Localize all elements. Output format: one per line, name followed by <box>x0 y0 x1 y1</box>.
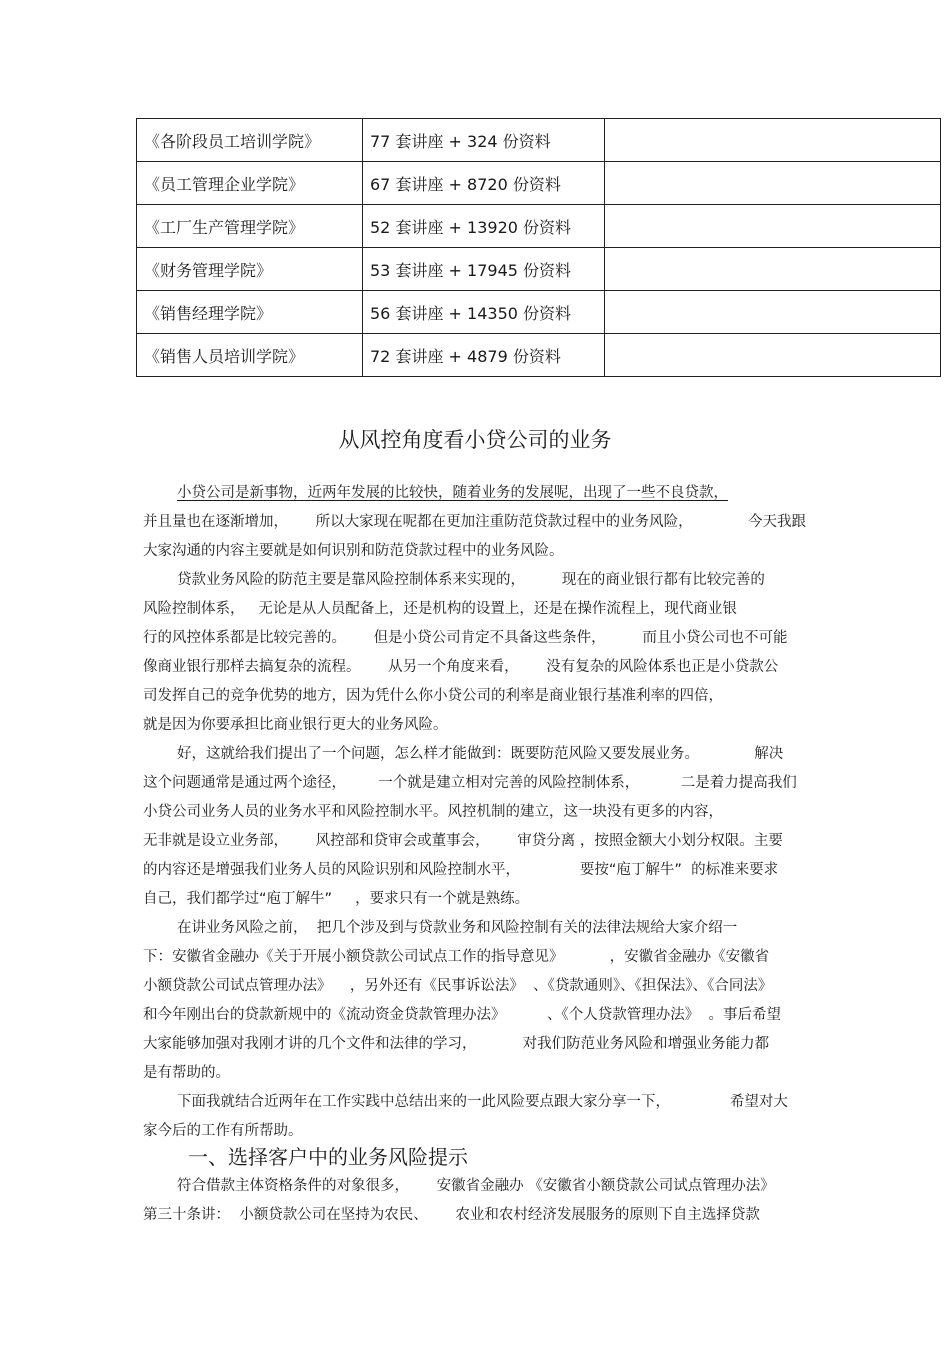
text-line: 司发挥自己的竞争优势的地方，因为凭什么你小贷公司的利率是商业银行基准利率的四倍， <box>143 688 723 704</box>
text-line: 小贷公司业务人员的业务水平和风险控制水平。风控机制的建立，这一块没有更多的内容， <box>143 804 723 820</box>
table-cell-name: 《销售人员培训学院》 <box>137 334 363 377</box>
text-line: 就是因为你要承担比商业银行更大的业务风险。 <box>143 717 448 733</box>
table-cell-empty <box>605 334 941 377</box>
resource-table <box>136 118 941 377</box>
article-title: 从风控角度看小贷公司的业务 <box>338 428 612 452</box>
table-row <box>137 291 941 334</box>
text-line: 和今年刚出台的贷款新规中的《流动资金贷款管理办法》 、《个人贷款管理办法》 。事后希望 <box>143 1007 781 1023</box>
text-line: 的内容还是增强我们业务人员的风险识别和风险控制水平， 要按“庖丁解牛” 的标准来要求 <box>143 862 779 878</box>
table-cell-count: 53 套讲座 + 17945 份资料 <box>363 248 605 291</box>
text-line: 大家能够加强对我刚才讲的几个文件和法律的学习， 对我们防范业务风险和增强业务能力都 <box>143 1036 770 1052</box>
table-cell-empty <box>605 119 941 162</box>
text-line: 小贷公司是新事物，近两年发展的比较快，随着业务的发展呢，出现了一些不良贷款， <box>177 485 728 501</box>
text-line: 好，这就给我们提出了一个问题，怎么样才能做到：既要防范风险又要发展业务。 解决 <box>177 746 784 762</box>
text-line: 无非就是设立业务部， 风控部和贷审会或董事会， 审贷分离 ，按照金额大小划分权限。主要 <box>143 833 783 849</box>
table-row <box>137 334 941 377</box>
table-cell-name: 《销售经理学院》 <box>137 291 363 334</box>
text-line: 大家沟通的内容主要就是如何识别和防范贷款过程中的业务风险。 <box>143 543 564 559</box>
table-cell-name: 《各阶段员工培训学院》 <box>137 119 363 162</box>
text-line: 自己，我们都学过“庖丁解牛” ，要求只有一个就是熟练。 <box>143 891 530 907</box>
text-line: 下：安徽省金融办《关于开展小额贷款公司试点工作的指导意见》 ，安徽省金融办《安徽省 <box>143 949 770 965</box>
text-line: 行的风控体系都是比较完善的。 但是小贷公司肯定不具备这些条件， 而且小贷公司也不可能 <box>143 630 788 646</box>
table-cell-name: 《财务管理学院》 <box>137 248 363 291</box>
text-line: 家今后的工作有所帮助。 <box>143 1123 303 1139</box>
table-cell-count: 72 套讲座 + 4879 份资料 <box>363 334 605 377</box>
text-line: 第三十条讲： 小额贷款公司在坚持为农民、 农业和农村经济发展服务的原则下自主选择贷款 <box>143 1207 760 1223</box>
table-cell-empty <box>605 248 941 291</box>
table-cell-empty <box>605 291 941 334</box>
table-row <box>137 162 941 205</box>
table-cell-count: 52 套讲座 + 13920 份资料 <box>363 205 605 248</box>
text-line: 贷款业务风险的防范主要是靠风险控制体系来实现的， 现在的商业银行都有比较完善的 <box>177 572 765 588</box>
table-cell-count: 77 套讲座 + 324 份资料 <box>363 119 605 162</box>
table-row <box>137 205 941 248</box>
section-heading: 一、选择客户中的业务风险提示 <box>188 1145 468 1169</box>
text-line: 在讲业务风险之前， 把几个涉及到与贷款业务和风险控制有关的法律法规给大家介绍一 <box>177 920 738 936</box>
table-cell-name: 《员工管理企业学院》 <box>137 162 363 205</box>
table-cell-count: 67 套讲座 + 8720 份资料 <box>363 162 605 205</box>
text-line: 小额贷款公司试点管理办法》 ，另外还有《民事诉讼法》 、《贷款通则》、《担保法》、《合同法》 <box>143 978 773 994</box>
text-line: 是有帮助的。 <box>143 1065 230 1081</box>
table-row <box>137 119 941 162</box>
text-line: 下面我就结合近两年在工作实践中总结出来的一此风险要点跟大家分享一下， 希望对大 <box>177 1094 788 1110</box>
table-cell-empty <box>605 162 941 205</box>
text-line: 这个问题通常是通过两个途径， 一个就是建立相对完善的风险控制体系， 二是着力提高我们 <box>143 775 797 791</box>
table-cell-name: 《工厂生产管理学院》 <box>137 205 363 248</box>
text-line: 并且量也在逐渐增加， 所以大家现在呢都在更加注重防范贷款过程中的业务风险， 今天我跟 <box>143 514 806 530</box>
text-line: 风险控制体系， 无论是从人员配备上，还是机构的设置上，还是在操作流程上，现代商业银 <box>143 601 737 617</box>
table-cell-empty <box>605 205 941 248</box>
text-line: 像商业银行那样去搞复杂的流程。 从另一个角度来看， 没有复杂的风险体系也正是小贷款公 <box>143 659 779 675</box>
table-cell-count: 56 套讲座 + 14350 份资料 <box>363 291 605 334</box>
table-row <box>137 248 941 291</box>
text-line: 符合借款主体资格条件的对象很多， 安徽省金融办 《安徽省小额贷款公司试点管理办法》 <box>177 1178 775 1194</box>
